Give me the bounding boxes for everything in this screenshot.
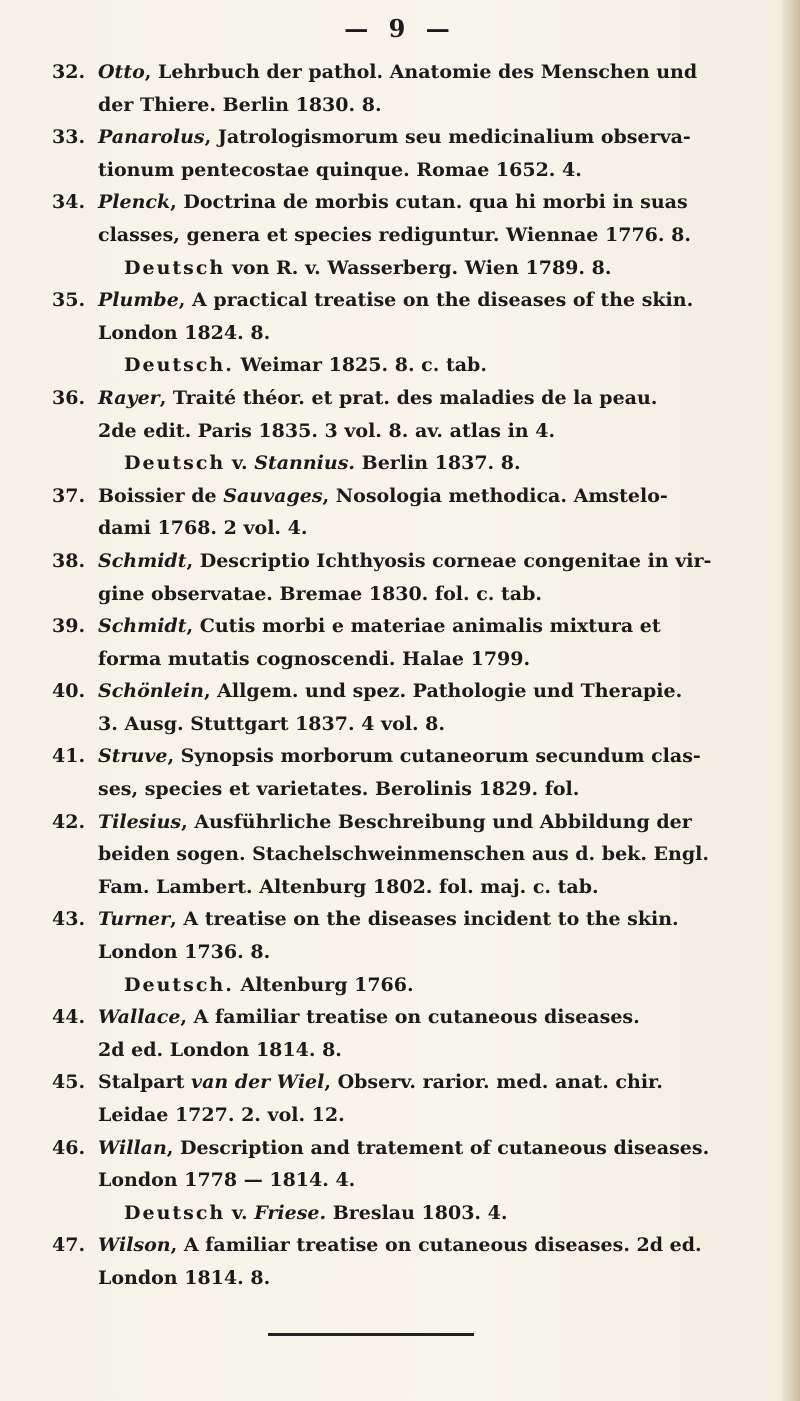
entry-line <box>98 1001 774 1034</box>
spaced-word: Deutsch. <box>124 973 234 996</box>
end-rule <box>268 1333 474 1336</box>
entry-text-run: forma mutatis cognoscendi. Halae 1799. <box>98 647 531 670</box>
entry-text <box>98 545 774 610</box>
entry-line <box>98 512 774 545</box>
italic-name: Turner <box>98 908 171 931</box>
entry-line <box>98 1132 774 1165</box>
italic-name: Otto <box>98 61 145 83</box>
italic-name: Schmidt <box>98 615 187 638</box>
entry-text-run: , A familiar treatise on cutaneous diseases. 2d ed. <box>170 1234 702 1257</box>
entry-line <box>98 219 774 252</box>
entry-text <box>98 1132 774 1230</box>
italic-name: Stannius. <box>254 452 356 475</box>
italic-name: Schönlein <box>98 680 204 703</box>
bibliography-entry <box>52 56 774 121</box>
entry-text-run: 2d ed. London 1814. 8. <box>98 1038 342 1061</box>
entry-text <box>98 675 774 740</box>
translation-line <box>98 252 774 285</box>
entry-text-run: , Lehrbuch der pathol. Anatomie des Menschen und <box>144 61 698 83</box>
italic-name: Rayer <box>98 386 160 409</box>
bibliography-entry <box>52 284 774 382</box>
entry-text-run: Boissier de <box>98 484 224 507</box>
entry-line <box>98 610 774 643</box>
bibliography-entry <box>52 186 774 284</box>
entry-line <box>98 1164 774 1197</box>
entry-line <box>98 578 774 611</box>
italic-name: Friese. <box>254 1201 327 1224</box>
entry-number: 47. <box>52 1234 86 1257</box>
entry-line <box>98 871 774 904</box>
entry-text-run: classes, genera et species rediguntur. Wiennae 1776. 8. <box>98 223 691 246</box>
entry-number: 43. <box>52 908 86 931</box>
entry-number: 42. <box>52 810 86 833</box>
entry-line <box>98 936 774 969</box>
entry-number: 33. <box>52 126 86 149</box>
entry-text <box>98 1229 774 1294</box>
entry-text <box>98 806 774 904</box>
entry-text <box>98 56 774 121</box>
entry-line <box>98 56 774 89</box>
entry-line <box>98 545 774 578</box>
translation-line <box>98 349 774 382</box>
entry-text-run: , Synopsis morborum cutaneorum secundum clas- <box>167 745 701 768</box>
entry-text-run: dami 1768. 2 vol. 4. <box>98 517 308 540</box>
entry-text-run: Leidae 1727. 2. vol. 12. <box>98 1104 345 1126</box>
entry-text-run: gine observatae. Bremae 1830. fol. c. tab. <box>98 582 542 605</box>
entry-line <box>98 382 774 415</box>
page-edge <box>782 0 800 1401</box>
italic-name: van der Wiel <box>191 1071 325 1094</box>
bibliography-entry <box>52 1132 774 1230</box>
entry-text-run: , Allgem. und spez. Pathologie und Therapie. <box>203 680 683 703</box>
entry-text-run: London 1736. 8. <box>98 941 271 964</box>
entry-line <box>98 480 774 513</box>
entry-text-run: , Cutis morbi e materiae animalis mixtura et <box>186 615 661 638</box>
entry-line <box>98 317 774 350</box>
italic-name: Wilson <box>98 1234 171 1257</box>
entry-text-run: , Ausführliche Beschreibung und Abbildung der <box>181 810 692 833</box>
entry-line <box>98 708 774 741</box>
entry-text-run: , Jatrologismorum seu medicinalium observa- <box>204 126 691 149</box>
entry-number: 41. <box>52 745 86 768</box>
bibliography-list <box>52 56 774 1295</box>
entry-text <box>98 1001 774 1066</box>
entry-text <box>98 1066 774 1131</box>
entry-number: 46. <box>52 1136 86 1159</box>
entry-text <box>98 284 774 382</box>
italic-name: Schmidt <box>98 549 187 572</box>
entry-text-run: , Descriptio Ichthyosis corneae congenitae in vir- <box>186 549 712 572</box>
entry-line <box>98 643 774 676</box>
italic-name: Willan <box>98 1136 167 1159</box>
entry-number: 36. <box>52 386 86 409</box>
entry-text-run: , Nosologia methodica. Amstelo- <box>322 484 668 507</box>
entry-number: 44. <box>52 1006 86 1029</box>
entry-line <box>98 1262 774 1295</box>
bibliography-entry <box>52 610 774 675</box>
entry-line <box>98 1229 774 1262</box>
entry-text-run: ses, species et varietates. Berolinis 1829. fol. <box>98 778 580 801</box>
entry-number: 35. <box>52 289 86 312</box>
bibliography-entry <box>52 545 774 610</box>
entry-line <box>98 154 774 187</box>
entry-text-run: 2de edit. Paris 1835. 3 vol. 8. av. atlas in 4. <box>98 419 556 442</box>
entry-line <box>98 1034 774 1067</box>
spaced-word: Deutsch <box>124 256 226 279</box>
entry-line <box>98 740 774 773</box>
entry-line <box>98 89 774 122</box>
entry-line <box>98 186 774 219</box>
entry-text-run: tionum pentecostae quinque. Romae 1652. 4. <box>98 158 582 181</box>
italic-name: Panarolus <box>98 126 205 149</box>
entry-number: 40. <box>52 680 86 703</box>
entry-text-run: , A treatise on the diseases incident to the skin. <box>170 908 679 931</box>
translation-line <box>98 1197 774 1230</box>
translation-line <box>98 969 774 1002</box>
entry-text-run: , Observ. rarior. med. anat. chir. <box>324 1071 663 1094</box>
entry-text-run: London 1814. 8. <box>98 1266 271 1289</box>
italic-name: Wallace <box>98 1006 181 1029</box>
spaced-word: Deutsch. <box>124 354 234 377</box>
bibliography-entry <box>52 1001 774 1066</box>
page-number: — 9 — <box>344 14 456 43</box>
italic-name: Sauvages <box>223 484 323 507</box>
spaced-word: Deutsch <box>124 1201 226 1224</box>
bibliography-entry <box>52 740 774 805</box>
entry-line <box>98 415 774 448</box>
entry-text-run: beiden sogen. Stachelschweinmenschen aus d. bek. Engl. <box>98 843 709 866</box>
entry-line <box>98 1066 774 1099</box>
entry-text-run: , A familiar treatise on cutaneous diseases. <box>180 1006 640 1029</box>
italic-name: Plenck <box>98 191 171 214</box>
entry-text-run: Fam. Lambert. Altenburg 1802. fol. maj. c. tab. <box>98 875 599 898</box>
entry-text <box>98 480 774 545</box>
entry-text <box>98 903 774 1001</box>
bibliography-entry <box>52 1229 774 1294</box>
entry-text-run: Breslau 1803. 4. <box>326 1201 508 1224</box>
entry-text-run: , Traité théor. et prat. des maladies de la peau. <box>159 386 658 409</box>
entry-line <box>98 121 774 154</box>
bibliography-entry <box>52 382 774 480</box>
translation-line <box>98 447 774 480</box>
entry-text-run: Altenburg 1766. <box>233 973 414 996</box>
entry-line <box>98 1099 774 1132</box>
bibliography-entry <box>52 1066 774 1131</box>
entry-number: 32. <box>52 61 86 83</box>
entry-text <box>98 121 774 186</box>
entry-text-run: Berlin 1837. 8. <box>355 452 521 475</box>
entry-text-run: 3. Ausg. Stuttgart 1837. 4 vol. 8. <box>98 712 446 735</box>
entry-number: 45. <box>52 1071 86 1094</box>
entry-line <box>98 838 774 871</box>
entry-text-run: der Thiere. Berlin 1830. 8. <box>98 93 382 116</box>
entry-text <box>98 186 774 284</box>
bibliography-entry <box>52 806 774 904</box>
spaced-word: Deutsch <box>124 452 226 475</box>
entry-line <box>98 806 774 839</box>
bibliography-entry <box>52 903 774 1001</box>
italic-name: Plumbe <box>98 289 179 312</box>
entry-text-run: , Description and tratement of cutaneous diseases. <box>166 1136 710 1159</box>
entry-line <box>98 675 774 708</box>
entry-line <box>98 773 774 806</box>
italic-name: Tilesius <box>98 810 182 833</box>
entry-text-run: , A practical treatise on the diseases of the skin. <box>178 289 694 312</box>
entry-text-run: Weimar 1825. 8. c. tab. <box>233 354 487 377</box>
entry-number: 37. <box>52 484 86 507</box>
entry-text-run: von R. v. Wasserberg. Wien 1789. 8. <box>225 256 612 279</box>
entry-line <box>98 903 774 936</box>
entry-text-run: , Doctrina de morbis cutan. qua hi morbi in suas <box>170 191 688 214</box>
bibliography-entry <box>52 121 774 186</box>
entry-text-run: London 1824. 8. <box>98 321 271 344</box>
bibliography-entry <box>52 480 774 545</box>
entry-number: 34. <box>52 191 86 214</box>
entry-text-run: v. <box>225 452 255 475</box>
italic-name: Struve <box>98 745 168 768</box>
entry-number: 39. <box>52 615 86 638</box>
entry-line <box>98 284 774 317</box>
bibliography-entry <box>52 675 774 740</box>
entry-text-run: v. <box>225 1201 255 1224</box>
entry-text <box>98 740 774 805</box>
entry-number: 38. <box>52 549 86 572</box>
entry-text-run: London 1778 — 1814. 4. <box>98 1169 356 1192</box>
entry-text <box>98 610 774 675</box>
entry-text <box>98 382 774 480</box>
entry-text-run: Stalpart <box>98 1071 192 1094</box>
